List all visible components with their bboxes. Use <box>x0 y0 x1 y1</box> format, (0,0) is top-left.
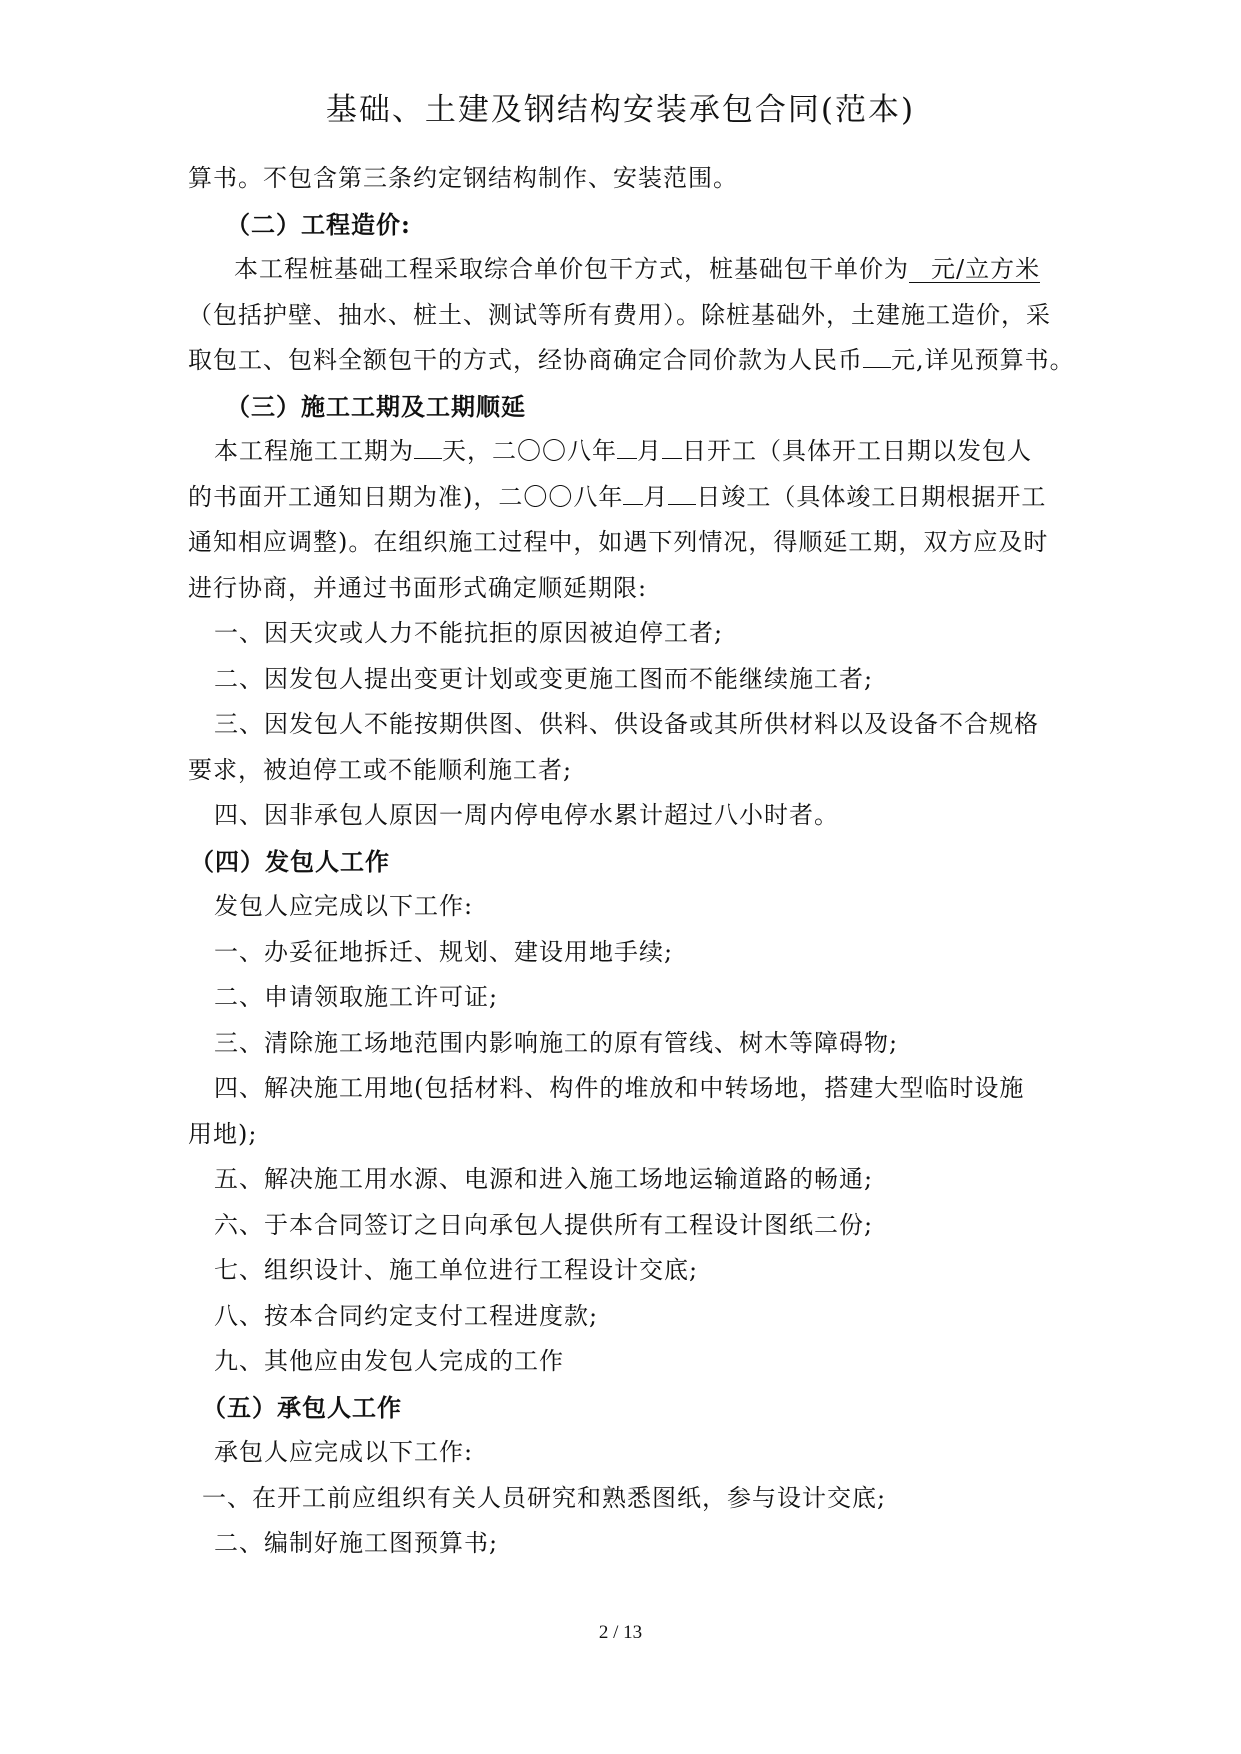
paragraph-line: （包括护壁、抽水、桩土、测试等所有费用）。除桩基础外，土建施工造价，采 <box>188 300 1051 329</box>
text-run: 日开工（具体开工日期以发包人 <box>682 437 1032 465</box>
list-item: 八、按本合同约定支付工程进度款; <box>214 1301 599 1330</box>
section-heading-3: （三）施工工期及工期顺延 <box>226 391 526 421</box>
text-run: 本工程桩基础工程采取综合单价包干方式，桩基础包干单价为 <box>234 255 909 283</box>
text-run: 月 <box>643 482 669 511</box>
page-title: 基础、土建及钢结构安装承包合同(范本) <box>325 92 916 128</box>
text-run: 日竣工（具体竣工日期根据开工 <box>696 482 1047 511</box>
list-item: 二、编制好施工图预算书; <box>214 1529 499 1557</box>
paragraph-line: 进行协商，并通过书面形式确定顺延期限: <box>188 573 648 602</box>
text-run: 月 <box>637 437 662 465</box>
list-item: 二、因发包人提出变更计划或变更施工图而不能继续施工者; <box>214 664 874 693</box>
list-item: 五、解决施工用水源、电源和进入施工场地运输道路的畅通; <box>214 1165 874 1193</box>
list-item: 六、于本合同签订之日向承包人提供所有工程设计图纸二份; <box>214 1210 874 1239</box>
paragraph-line: 算书。不包含第三条约定钢结构制作、安装范围。 <box>188 164 738 192</box>
paragraph-line <box>188 475 1058 521</box>
list-item: 四、因非承包人原因一周内停电停水累计超过八小时者。 <box>214 801 839 829</box>
paragraph-line: 通知相应调整)。在组织施工过程中，如遇下列情况，得顺延工期，双方应及时 <box>188 528 1049 556</box>
list-item-continuation: 要求，被迫停工或不能顺利施工者; <box>188 755 573 784</box>
text-run: 元,详见预算书。 <box>891 346 1075 374</box>
list-item: 七、组织设计、施工单位进行工程设计交底; <box>214 1256 699 1284</box>
paragraph-line <box>188 247 1058 293</box>
end-month-blank <box>623 504 643 505</box>
start-day-blank <box>662 458 682 459</box>
list-item: 一、在开工前应组织有关人员研究和熟悉图纸，参与设计交底; <box>202 1483 887 1512</box>
list-item: 一、因天灾或人力不能抗拒的原因被迫停工者; <box>214 619 724 647</box>
text-run: 天，二〇〇八年 <box>442 437 617 465</box>
section-heading-2: （二）工程造价: <box>226 209 411 239</box>
duration-blank <box>414 458 442 459</box>
list-item: 二、申请领取施工许可证; <box>214 983 499 1011</box>
section-heading-5: （五）承包人工作 <box>202 1392 402 1422</box>
list-item-continuation: 用地); <box>188 1119 258 1148</box>
list-item: 九、其他应由发包人完成的工作 <box>214 1347 564 1375</box>
paragraph-line <box>188 338 1075 384</box>
paragraph-line <box>188 429 1058 475</box>
list-item: 四、解决施工用地(包括材料、构件的堆放和中转场地，搭建大型临时设施 <box>214 1074 1025 1102</box>
start-month-blank <box>617 458 637 459</box>
list-item: 一、办妥征地拆迁、规划、建设用地手续; <box>214 937 674 966</box>
contract-price-blank <box>863 367 891 368</box>
list-item: 三、因发包人不能按期供图、供料、供设备或其所供材料以及设备不合规格 <box>214 710 1039 738</box>
section-heading-4: （四）发包人工作 <box>190 846 390 876</box>
paragraph-line: 承包人应完成以下工作: <box>214 1438 474 1466</box>
text-run: 本工程施工工期为 <box>214 437 414 465</box>
text-run: 取包工、包料全额包干的方式，经协商确定合同价款为人民币 <box>188 346 863 374</box>
end-day-blank <box>668 504 696 505</box>
page-number: 2 / 13 <box>598 1622 643 1643</box>
text-run: 的书面开工通知日期为准)，二〇〇八年 <box>188 482 624 511</box>
unit-price-blank: 元/立方米 <box>909 256 1040 283</box>
document-body <box>188 156 1075 1567</box>
paragraph-line: 发包人应完成以下工作: <box>214 892 474 920</box>
list-item: 三、清除施工场地范围内影响施工的原有管线、树木等障碍物; <box>214 1028 899 1057</box>
